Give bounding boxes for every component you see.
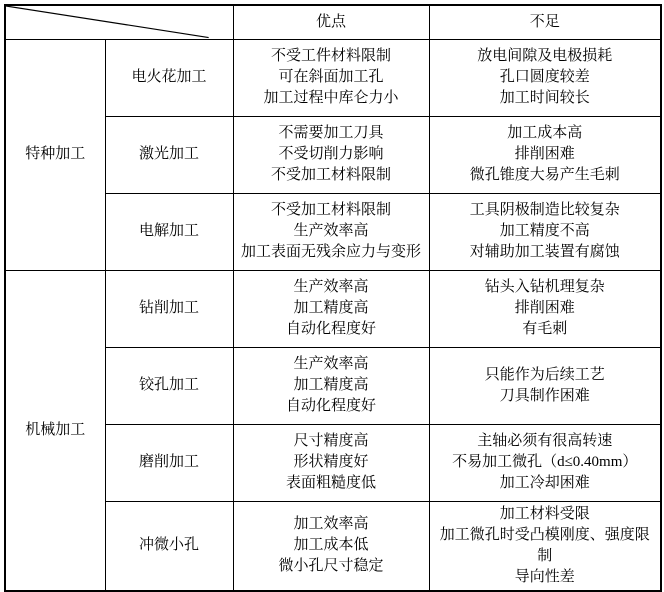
header-row xyxy=(5,5,661,39)
advantages-line: 不受工件材料限制 xyxy=(270,48,391,64)
advantages-cell xyxy=(233,424,429,501)
method-cell: 电火花加工 xyxy=(105,39,233,116)
disadvantages-line: 微孔锥度大易产生毛刺 xyxy=(469,167,620,183)
disadvantages-line: 不易加工微孔（d≤0.40mm） xyxy=(452,454,638,470)
disadvantages-line: 加工时间较长 xyxy=(499,90,590,106)
disadvantages-line: 加工材料受限 xyxy=(499,505,590,522)
advantages-line: 形状精度好 xyxy=(293,454,369,470)
advantages-line: 自动化程度好 xyxy=(285,398,376,414)
advantages-line: 不需要加工刀具 xyxy=(278,125,384,141)
header-disadvantages: 不足 xyxy=(429,5,661,39)
advantages-cell xyxy=(233,347,429,424)
advantages-line: 尺寸精度高 xyxy=(293,433,369,449)
disadvantages-line: 工具阴极制造比较复杂 xyxy=(469,202,620,218)
disadvantages-line: 排削困难 xyxy=(514,146,575,162)
advantages-cell xyxy=(233,270,429,347)
advantages-line: 生产效率高 xyxy=(293,356,369,372)
table-row xyxy=(5,39,661,116)
advantages-line: 加工精度高 xyxy=(293,377,369,393)
disadvantages-cell xyxy=(429,39,661,116)
disadvantages-line: 钻头入钻机理复杂 xyxy=(484,279,605,295)
disadvantages-line: 加工冷却困难 xyxy=(499,475,590,491)
disadvantages-line: 孔口圆度较差 xyxy=(499,69,590,85)
group-label-mechanical-machining: 机械加工 xyxy=(5,270,105,591)
disadvantages-cell xyxy=(429,501,661,591)
advantages-line: 加工效率高 xyxy=(293,516,369,532)
disadvantages-cell xyxy=(429,116,661,193)
advantages-line: 加工表面无残余应力与变形 xyxy=(240,244,421,260)
table-body xyxy=(5,39,661,591)
advantages-cell xyxy=(233,39,429,116)
advantages-line: 不受加工材料限制 xyxy=(270,167,391,183)
advantages-line: 生产效率高 xyxy=(293,279,369,295)
disadvantages-line: 放电间隙及电极损耗 xyxy=(477,48,613,64)
diagonal-line-icon xyxy=(6,6,233,39)
group-label-special-machining: 特种加工 xyxy=(5,39,105,270)
method-cell: 磨削加工 xyxy=(105,424,233,501)
disadvantages-line: 加工精度不高 xyxy=(499,223,590,239)
advantages-line: 不受切削力影响 xyxy=(278,146,384,162)
disadvantages-line: 导向性差 xyxy=(514,568,575,585)
method-cell: 电解加工 xyxy=(105,193,233,270)
disadvantages-line: 加工成本高 xyxy=(507,125,583,141)
method-cell: 激光加工 xyxy=(105,116,233,193)
disadvantages-line: 对辅助加工装置有腐蚀 xyxy=(469,244,620,260)
advantages-line: 可在斜面加工孔 xyxy=(278,69,384,85)
disadvantages-cell xyxy=(429,270,661,347)
advantages-cell xyxy=(233,501,429,591)
advantages-line: 微小孔尺寸稳定 xyxy=(278,558,384,574)
advantages-line: 加工精度高 xyxy=(293,300,369,316)
disadvantages-line: 排削困难 xyxy=(514,300,575,316)
method-cell: 铰孔加工 xyxy=(105,347,233,424)
disadvantages-cell xyxy=(429,424,661,501)
advantages-line: 表面粗糙度低 xyxy=(285,475,376,491)
advantages-line: 自动化程度好 xyxy=(285,321,376,337)
table-row xyxy=(5,270,661,347)
disadvantages-cell xyxy=(429,347,661,424)
disadvantages-line: 主轴必须有很高转速 xyxy=(477,433,613,449)
disadvantages-line: 加工微孔时受凸模刚度、强度限制 xyxy=(439,526,650,564)
disadvantages-cell xyxy=(429,193,661,270)
disadvantages-line: 只能作为后续工艺 xyxy=(484,366,605,383)
advantages-cell xyxy=(233,116,429,193)
method-cell: 冲微小孔 xyxy=(105,501,233,591)
advantages-line: 加工过程中库仑力小 xyxy=(263,90,399,106)
advantages-line: 加工成本低 xyxy=(293,537,369,553)
diagonal-header-cell xyxy=(5,5,233,39)
machining-comparison-table xyxy=(4,4,662,592)
disadvantages-line: 有毛刺 xyxy=(522,321,568,337)
method-cell: 钻削加工 xyxy=(105,270,233,347)
advantages-line: 不受加工材料限制 xyxy=(270,202,391,218)
advantages-line: 生产效率高 xyxy=(293,223,369,239)
disadvantages-line: 刀具制作困难 xyxy=(499,387,590,404)
advantages-cell xyxy=(233,193,429,270)
header-advantages: 优点 xyxy=(233,5,429,39)
